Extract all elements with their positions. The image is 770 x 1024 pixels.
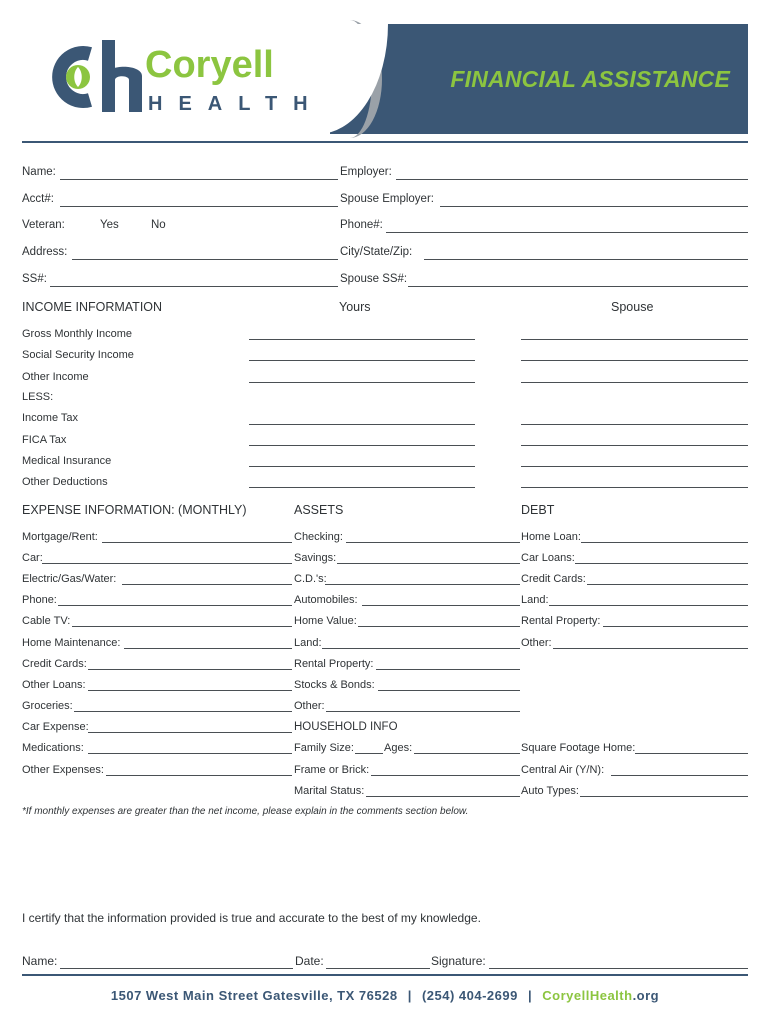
city-state-zip-field[interactable] — [424, 259, 748, 260]
expense-field[interactable] — [88, 669, 292, 670]
income-spouse-field[interactable] — [521, 424, 748, 425]
phone-label: Phone#: — [340, 219, 383, 231]
asset-field[interactable] — [378, 690, 520, 691]
income-spouse-field[interactable] — [521, 487, 748, 488]
expense-row-label: Credit Cards: — [22, 658, 87, 670]
central-air-field[interactable] — [611, 775, 748, 776]
signoff-signature-label: Signature: — [431, 954, 486, 968]
income-row-label: Social Security Income — [22, 349, 134, 361]
certify-statement: I certify that the information provided is true and accurate to the best of my knowledge. — [22, 911, 481, 925]
asset-field[interactable] — [346, 542, 520, 543]
signoff-name-label: Name: — [22, 954, 58, 968]
veteran-no-option[interactable]: No — [151, 219, 166, 231]
name-field[interactable] — [60, 179, 338, 180]
income-row-label: Income Tax — [22, 412, 79, 424]
footer-address: 1507 West Main Street Gatesville, TX 76528 — [110, 988, 398, 1003]
footer-website-tld[interactable]: .org — [632, 988, 660, 1003]
square-footage-label: Square Footage Home: — [521, 742, 636, 754]
spouse-employer-label: Spouse Employer: — [340, 193, 434, 205]
debt-row-label: Home Loan: — [521, 531, 581, 543]
veteran-yes-option[interactable]: Yes — [100, 219, 119, 231]
debt-row-label: Other: — [521, 637, 552, 649]
header-rule — [22, 141, 748, 143]
income-yours-field[interactable] — [249, 339, 475, 340]
signoff-date-field[interactable] — [326, 968, 430, 969]
expense-row-label: Other Expenses: — [22, 764, 104, 776]
address-field[interactable] — [72, 259, 338, 260]
debt-row-label: Land: — [521, 594, 549, 606]
footer-contact — [22, 988, 748, 1003]
expense-field[interactable] — [106, 775, 292, 776]
expense-row-label: Cable TV: — [22, 615, 71, 627]
income-yours-field[interactable] — [249, 445, 475, 446]
income-spouse-field[interactable] — [521, 382, 748, 383]
income-row-label: Medical Insurance — [22, 455, 112, 467]
income-spouse-field[interactable] — [521, 466, 748, 467]
central-air-label: Central Air (Y/N): — [521, 764, 605, 776]
comments-area[interactable] — [22, 826, 748, 906]
expense-field[interactable] — [102, 542, 292, 543]
signoff-date-label: Date: — [295, 954, 324, 968]
logo-subtitle: HEALTH — [148, 93, 324, 115]
marital-status-field[interactable] — [366, 796, 520, 797]
income-yours-field[interactable] — [249, 382, 475, 383]
asset-field[interactable] — [326, 711, 520, 712]
income-row-label: Other Income — [22, 371, 89, 383]
income-yours-field[interactable] — [249, 360, 475, 361]
auto-types-label: Auto Types: — [521, 785, 579, 797]
debt-field[interactable] — [587, 584, 748, 585]
expense-row-label: Car Expense: — [22, 721, 89, 733]
form-title: FINANCIAL ASSISTANCE — [450, 66, 730, 92]
asset-field[interactable] — [322, 648, 520, 649]
expense-field[interactable] — [58, 605, 292, 606]
logo-mark-icon — [50, 38, 150, 116]
expense-row-label: Electric/Gas/Water: — [22, 573, 117, 585]
debt-field[interactable] — [553, 648, 748, 649]
asset-field[interactable] — [337, 563, 520, 564]
asset-row-label: Land: — [294, 637, 322, 649]
expense-row-label: Phone: — [22, 594, 57, 606]
acct-field[interactable] — [60, 206, 338, 207]
square-footage-field[interactable] — [635, 753, 748, 754]
expense-row-label: Groceries: — [22, 700, 73, 712]
marital-status-label: Marital Status: — [294, 785, 365, 797]
asset-field[interactable] — [376, 669, 520, 670]
expense-row-label: Medications: — [22, 742, 84, 754]
debt-field[interactable] — [575, 563, 748, 564]
frame-or-brick-field[interactable] — [371, 775, 520, 776]
income-row-label: Other Deductions — [22, 476, 108, 488]
family-size-label: Family Size: — [294, 742, 354, 754]
asset-field[interactable] — [358, 626, 520, 627]
ages-label: Ages: — [384, 742, 413, 754]
income-yours-field[interactable] — [249, 424, 475, 425]
employer-label: Employer: — [340, 166, 392, 178]
income-spouse-field[interactable] — [521, 339, 748, 340]
asset-row-label: Other: — [294, 700, 325, 712]
address-label: Address: — [22, 246, 68, 258]
spouse-ss-label: Spouse SS#: — [340, 273, 408, 285]
expense-field[interactable] — [42, 563, 292, 564]
phone-field[interactable] — [386, 232, 748, 233]
income-spouse-field[interactable] — [521, 445, 748, 446]
debt-heading: DEBT — [521, 503, 555, 517]
income-yours-field[interactable] — [249, 466, 475, 467]
expense-row-label: Car: — [22, 552, 43, 564]
signoff-signature-field[interactable] — [489, 968, 748, 969]
expense-field[interactable] — [88, 690, 292, 691]
income-spouse-heading: Spouse — [611, 300, 654, 314]
employer-field[interactable] — [396, 179, 748, 180]
expense-row-label: Mortgage/Rent: — [22, 531, 98, 543]
footer-separator: | — [407, 988, 412, 1003]
veteran-label: Veteran: — [22, 219, 65, 231]
expense-field[interactable] — [88, 753, 292, 754]
income-heading: INCOME INFORMATION — [22, 300, 163, 314]
footer-rule — [22, 974, 748, 976]
income-spouse-field[interactable] — [521, 360, 748, 361]
household-heading: HOUSEHOLD INFO — [294, 721, 398, 733]
income-yours-field[interactable] — [249, 487, 475, 488]
asset-row-label: Home Value: — [294, 615, 357, 627]
income-row-label: FICA Tax — [22, 434, 67, 446]
footer-separator: | — [527, 988, 533, 1003]
asset-field[interactable] — [325, 584, 520, 585]
income-yours-heading: Yours — [339, 300, 371, 314]
assets-heading: ASSETS — [294, 503, 344, 517]
asset-field[interactable] — [362, 605, 520, 606]
debt-field[interactable] — [603, 626, 748, 627]
debt-field[interactable] — [581, 542, 748, 543]
footer-phone: (254) 404-2699 — [421, 988, 518, 1003]
income-row-label: Gross Monthly Income — [22, 328, 133, 340]
ss-field[interactable] — [50, 286, 338, 287]
asset-row-label: Savings: — [294, 552, 337, 564]
spouse-employer-field[interactable] — [440, 206, 748, 207]
footer-website-name[interactable]: CoryellHealth — [542, 988, 633, 1003]
ages-field[interactable] — [414, 753, 520, 754]
debt-row-label: Rental Property: — [521, 615, 601, 627]
income-row-label: LESS: — [22, 391, 54, 403]
name-label: Name: — [22, 166, 56, 178]
frame-or-brick-label: Frame or Brick: — [294, 764, 370, 776]
signoff-name-field[interactable] — [60, 968, 293, 969]
auto-types-field[interactable] — [580, 796, 748, 797]
expense-field[interactable] — [88, 732, 292, 733]
expense-field[interactable] — [72, 626, 292, 627]
expense-field[interactable] — [122, 584, 292, 585]
asset-row-label: C.D.'s: — [294, 573, 327, 585]
debt-row-label: Credit Cards: — [521, 573, 586, 585]
expense-row-label: Other Loans: — [22, 679, 86, 691]
expense-field[interactable] — [124, 648, 292, 649]
acct-label: Acct#: — [22, 193, 54, 205]
ss-label: SS#: — [22, 273, 47, 285]
expense-row-label: Home Maintenance: — [22, 637, 121, 649]
asset-row-label: Checking: — [294, 531, 343, 543]
expense-note: *If monthly expenses are greater than the net income, please explain in the comments section below. — [22, 806, 469, 817]
debt-row-label: Car Loans: — [521, 552, 575, 564]
logo-name: Coryell — [145, 44, 274, 86]
asset-row-label: Stocks & Bonds: — [294, 679, 375, 691]
asset-row-label: Rental Property: — [294, 658, 374, 670]
debt-field[interactable] — [549, 605, 748, 606]
city-state-zip-label: City/State/Zip: — [340, 246, 413, 258]
expense-field[interactable] — [74, 711, 292, 712]
expense-heading: EXPENSE INFORMATION: (MONTHLY) — [22, 503, 247, 517]
family-size-field[interactable] — [355, 753, 383, 754]
spouse-ss-field[interactable] — [408, 286, 748, 287]
asset-row-label: Automobiles: — [294, 594, 358, 606]
